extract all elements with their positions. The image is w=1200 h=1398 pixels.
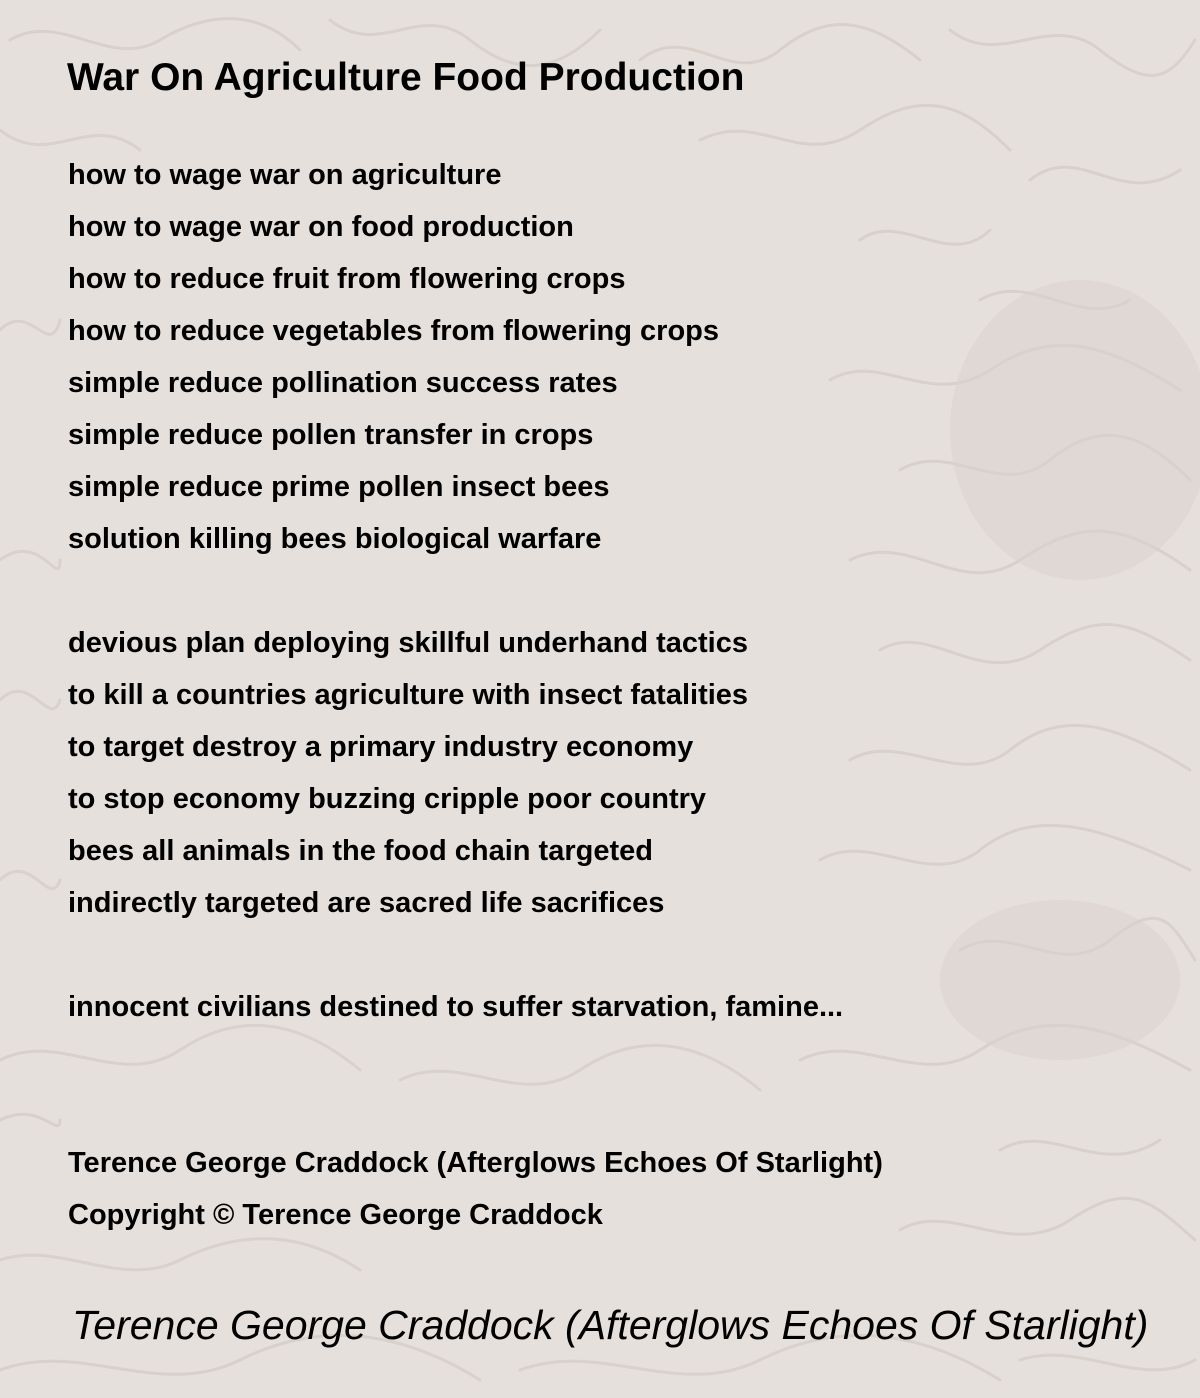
poem-line: solution killing bees biological warfare: [68, 523, 602, 555]
author-line: Terence George Craddock (Afterglows Echoes Of Starlight): [68, 1147, 883, 1179]
copyright-line: Copyright © Terence George Craddock: [68, 1199, 603, 1231]
poem-line: to stop economy buzzing cripple poor country: [68, 783, 707, 815]
poem-line: how to reduce vegetables from flowering crops: [68, 315, 720, 347]
poem-title: War On Agriculture Food Production: [67, 56, 745, 99]
poem-line: simple reduce pollen transfer in crops: [68, 419, 594, 451]
poem-line: bees all animals in the food chain targeted: [68, 835, 653, 867]
poem-line: simple reduce pollination success rates: [68, 367, 618, 399]
stanza-2: [68, 617, 748, 929]
stanza-1: [68, 149, 719, 565]
poem-line: to kill a countries agriculture with insect fatalities: [68, 679, 749, 711]
poem-line: how to reduce fruit from flowering crops: [68, 263, 626, 295]
poem-line: devious plan deploying skillful underhand tactics: [68, 627, 748, 659]
poem-line: how to wage war on food production: [68, 211, 574, 243]
author-signature: Terence George Craddock (Afterglows Echoes Of Starlight): [72, 1302, 1149, 1348]
poem-line: indirectly targeted are sacred life sacrifices: [68, 887, 665, 919]
poem-line: simple reduce prime pollen insect bees: [68, 471, 610, 503]
stanza-3: [68, 981, 843, 1033]
poem-line: innocent civilians destined to suffer starvation, famine...: [68, 991, 844, 1023]
author-block: [68, 1137, 883, 1241]
poem-line: how to wage war on agriculture: [68, 159, 502, 191]
poem-line: to target destroy a primary industry economy: [68, 731, 694, 763]
